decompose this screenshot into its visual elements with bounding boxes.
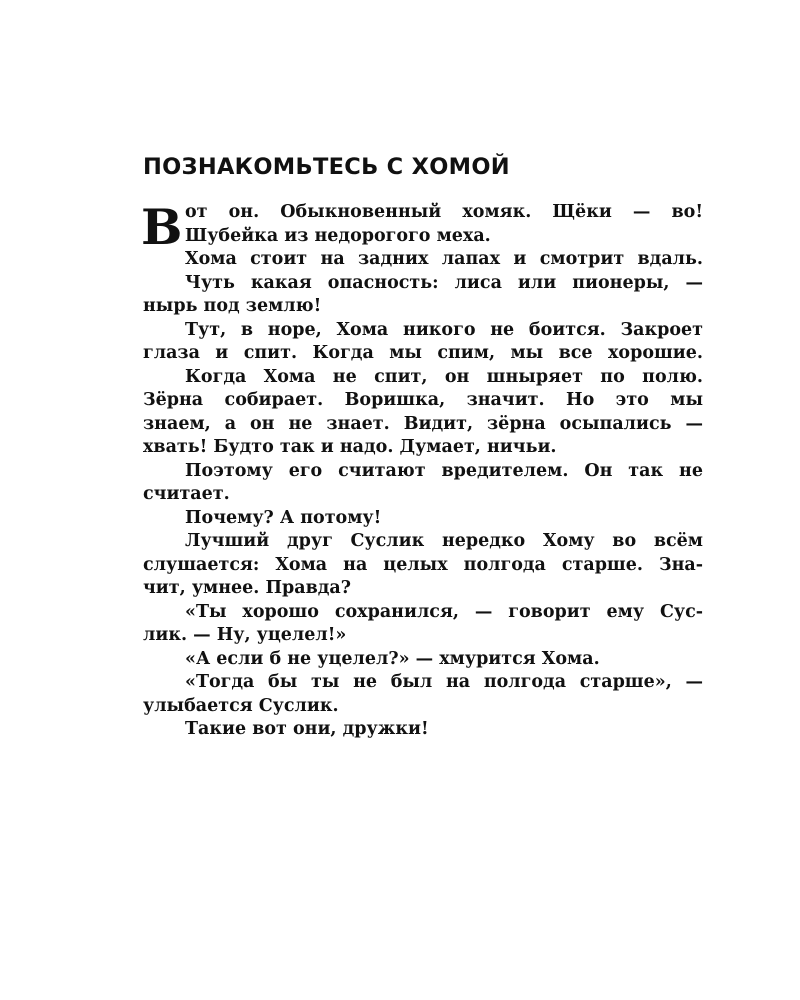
text-line: нырь под землю!	[143, 296, 322, 316]
text-line: Когда Хома не спит, он шныряет по полю.	[185, 366, 703, 387]
text-line: чит, умнее. Правда?	[143, 578, 352, 598]
text-line: «А если б не уцелел?» — хмурится Хома.	[185, 648, 600, 669]
text-line: Такие вот они, дружки!	[185, 719, 429, 739]
text-line: от он. Обыкновенный хомяк. Щёки — во!	[185, 202, 703, 222]
text-line: глаза и спит. Когда мы спим, мы все хорошие.	[143, 343, 703, 363]
text-line: лик. — Ну, уцелел!»	[143, 625, 347, 645]
text-line: «Тогда бы ты не был на полгода старше», —	[185, 672, 703, 692]
text-line: Хома стоит на задних лапах и смотрит вдаль.	[185, 249, 703, 269]
text-line: Тут, в норе, Хома никого не боится. Закроет	[185, 319, 703, 340]
chapter-body	[141, 198, 703, 742]
text-line: Лучший друг Суслик нередко Хому во всём	[185, 531, 703, 551]
text-line: Чуть какая опасность: лиса или пионеры, —	[185, 272, 703, 293]
text-line: «Ты хорошо сохранился, — говорит ему Сус-	[185, 601, 703, 622]
text-line: знаем, а он не знает. Видит, зёрна осыпались —	[143, 413, 703, 434]
drop-cap-letter: В	[141, 198, 183, 256]
text-line: слушается: Хома на целых полгода старше. Зна-	[143, 554, 703, 575]
text-line: Зёрна собирает. Воришка, значит. Но это мы	[143, 390, 703, 410]
text-line: хвать! Будто так и надо. Думает, ничьи.	[143, 437, 557, 457]
text-line: улыбается Суслик.	[143, 695, 339, 716]
text-lines	[141, 198, 703, 742]
text-line: Шубейка из недорогого меха.	[185, 225, 491, 246]
text-line: Поэтому его считают вредителем. Он так не	[185, 460, 703, 481]
text-line: Почему? А потому!	[185, 507, 382, 528]
text-line: считает.	[143, 484, 230, 504]
chapter-title: ПОЗНАКОМЬТЕСЬ С ХОМОЙ	[143, 154, 510, 180]
